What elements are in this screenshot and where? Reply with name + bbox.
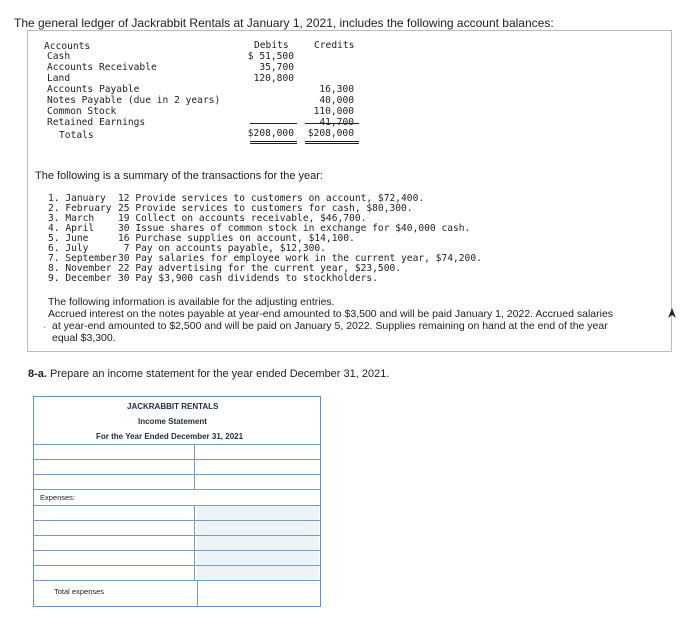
ledger-debit: 35,700 (259, 62, 294, 73)
statement-row-total-expenses (34, 580, 320, 606)
adjusting-info (48, 296, 628, 344)
debit-total-rule-1 (250, 141, 297, 142)
statement-row (34, 505, 320, 520)
transaction-date: 2. February (48, 203, 112, 214)
total-expenses-label: Total expenses (54, 587, 105, 596)
transaction-date: 6. July (48, 243, 89, 254)
transaction-date: 8. November (48, 263, 112, 274)
adjusting-line-3: at year-end amounted to $2,500 and will be paid on January 5, 2022. Supplies remaining on hand at the end of the year (52, 320, 608, 332)
ledger-totals-label: Totals (59, 130, 94, 141)
ledger-credit: 40,000 (319, 95, 354, 106)
transaction-text: 30 Issue shares of common stock in exchange for $40,000 cash. (118, 223, 471, 234)
ledger-account: Common Stock (47, 106, 117, 117)
expense-amount-input[interactable] (197, 551, 319, 565)
expense-amount-input[interactable] (197, 566, 319, 580)
ledger-account: Accounts Payable (47, 84, 140, 95)
transaction-date: 5. June (48, 233, 89, 244)
transaction-text: 12 Provide services to customers on account, $72,400. (118, 193, 425, 204)
credit-total-rule-2 (305, 143, 359, 144)
transaction-date: 9. December (48, 273, 112, 284)
mouse-cursor-icon (667, 306, 677, 324)
ledger-header-accounts: Accounts (44, 41, 91, 52)
ledger-credit: 110,000 (313, 106, 354, 117)
requirement (28, 368, 389, 380)
statement-row-expenses (34, 489, 320, 505)
credit-subtotal-rule (305, 123, 359, 124)
statement-label-input[interactable] (36, 445, 195, 459)
ledger-total-debit: $208,000 (247, 128, 294, 139)
expense-label-input[interactable] (36, 536, 195, 550)
adjusting-line-1: The following information is available for the adjusting entries. (48, 296, 335, 308)
requirement-number: 8-a. (28, 368, 47, 380)
transaction-date: 4. April (48, 223, 95, 234)
ledger-header-credits: Credits (314, 40, 355, 51)
ledger-account: Retained Earnings (47, 117, 146, 128)
statement-row (34, 520, 320, 535)
total-expenses-input[interactable] (197, 581, 320, 606)
statement-row (34, 535, 320, 550)
statement-row (34, 550, 320, 565)
ledger-account: Cash (47, 51, 71, 62)
statement-row (34, 459, 320, 474)
transaction-date: 7. September (48, 253, 118, 264)
transaction-text: 7 Pay on accounts payable, $12,300. (118, 243, 326, 254)
income-statement-table (33, 396, 321, 607)
ledger-account: Notes Payable (due in 2 years) (47, 95, 221, 106)
statement-title: Income Statement (138, 417, 207, 426)
ledger-debit: 120,800 (253, 73, 294, 84)
credit-total-rule-1 (305, 141, 359, 142)
transaction-text: 30 Pay salaries for employee work in the current year, $74,200. (118, 253, 482, 264)
statement-row (34, 565, 320, 580)
transaction-text: 22 Pay advertising for the current year, $23,500. (118, 263, 402, 274)
statement-label-input[interactable] (36, 460, 195, 474)
summary-title: The following is a summary of the transactions for the year: (35, 170, 323, 182)
expense-amount-input[interactable] (197, 506, 319, 520)
expense-label-input[interactable] (36, 551, 195, 565)
ledger-credit: 16,300 (319, 84, 354, 95)
statement-label-input[interactable] (36, 475, 195, 489)
transaction-date: 1. January (48, 193, 106, 204)
transaction-item (48, 273, 378, 284)
bullet-dot: · (43, 322, 47, 333)
adjusting-line-4: equal $3,300. (52, 332, 116, 344)
transaction-text: 30 Pay $3,900 cash dividends to stockholders. (118, 273, 378, 284)
expenses-label: Expenses: (40, 493, 76, 502)
debit-total-rule-2 (250, 143, 297, 144)
adjusting-line-2: Accrued interest on the notes payable at year-end amounted to $3,500 and will be paid January 1, 2022. Accrued salaries (48, 308, 614, 320)
statement-row (34, 444, 320, 459)
transaction-text: 25 Provide services to customers for cash, $80,300. (118, 203, 413, 214)
statement-company: JACKRABBIT RENTALS (127, 402, 219, 411)
expense-amount-input[interactable] (197, 521, 319, 535)
transaction-text: 16 Purchase supplies on account, $14,100. (118, 233, 355, 244)
ledger-credit: 41,700 (319, 117, 354, 128)
transaction-date: 3. March (48, 213, 95, 224)
statement-header (34, 397, 320, 444)
expense-amount-input[interactable] (197, 536, 319, 550)
statement-period: For the Year Ended December 31, 2021 (96, 432, 244, 441)
ledger-header-debits: Debits (254, 40, 289, 51)
statement-amount-input[interactable] (197, 475, 319, 489)
ledger-total-credit: $208,000 (307, 128, 354, 139)
statement-row (34, 474, 320, 489)
expense-label-input[interactable] (36, 506, 195, 520)
statement-amount-input[interactable] (197, 445, 319, 459)
ledger-account: Land (47, 73, 71, 84)
expense-label-input[interactable] (36, 521, 195, 535)
expense-label-input[interactable] (36, 566, 195, 580)
ledger-account: Accounts Receivable (47, 62, 157, 73)
requirement-text: Prepare an income statement for the year ended December 31, 2021. (50, 368, 390, 380)
statement-amount-input[interactable] (197, 460, 319, 474)
intro-text: The general ledger of Jackrabbit Rentals at January 1, 2021, includes the following account balances: (14, 16, 554, 30)
debit-subtotal-rule (250, 123, 297, 124)
ledger-debit: $ 51,500 (247, 51, 294, 62)
transaction-text: 19 Collect on accounts receivable, $46,700. (118, 213, 367, 224)
